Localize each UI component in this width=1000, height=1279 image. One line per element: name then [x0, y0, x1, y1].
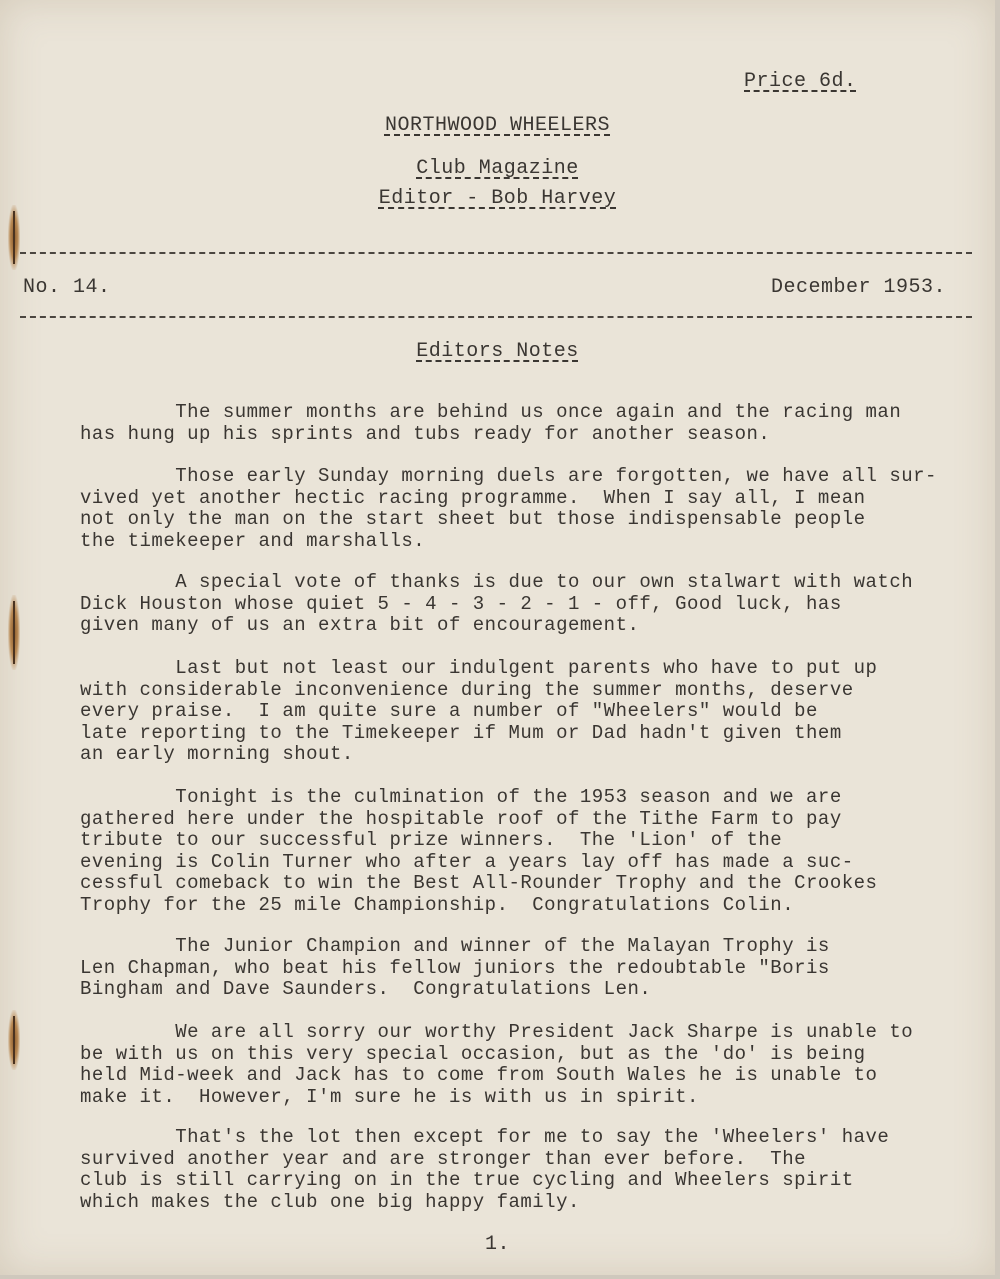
club-name-title: NORTHWOOD WHEELERS: [384, 114, 611, 137]
divider-top: [20, 252, 972, 254]
paragraph-1: The summer months are behind us once again and the racing man has hung up his sprints and tubs ready for another season.: [80, 401, 902, 445]
paragraph-4: Last but not least our indulgent parents who have to put up with considerable inconvenience during the summer months, deserve every praise. I am quite sure a number of "Wheelers" would be late reporting to the Timekeeper if Mum or Dad hadn't given them an early morning shout.: [80, 657, 878, 765]
magazine-subtitle: Club Magazine: [416, 157, 579, 180]
paragraph-6: The Junior Champion and winner of the Malayan Trophy is Len Chapman, who beat his fellow juniors the redoubtable "Boris Bingham and Dave Saunders. Congratulations Len.: [80, 935, 830, 1000]
editor-line: Editor - Bob Harvey: [378, 187, 617, 210]
price-label: Price 6d.: [744, 70, 857, 93]
paragraph-5: Tonight is the culmination of the 1953 season and we are gathered here under the hospitable roof of the Tithe Farm to pay tribute to our successful prize winners. The 'Lion' of the evening is Colin Turner who after a years lay off has made a suc- cessful comeback to win the Best All-Rounder Trophy and the Crookes Trophy for the 25 mile Championship. Congratulations Colin.: [80, 786, 878, 916]
issue-date: December 1953.: [771, 276, 947, 299]
paragraph-3: A special vote of thanks is due to our own stalwart with watch Dick Houston whose quiet 5 - 4 - 3 - 2 - 1 - off, Good luck, has given many of us an extra bit of encouragement.: [80, 571, 914, 636]
divider-bottom: [20, 316, 972, 318]
paragraph-2: Those early Sunday morning duels are forgotten, we have all sur- vived yet another hectic racing programme. When I say all, I mean not only the man on the start sheet but those indispensable people the timekeeper and marshalls.: [80, 465, 937, 552]
staple-bottom: [8, 1010, 20, 1070]
paragraph-8: That's the lot then except for me to say the 'Wheelers' have survived another year and are stronger than ever before. The club is still carrying on in the true cycling and Wheelers spirit which makes the club one big happy family.: [80, 1126, 890, 1213]
paragraph-7: We are all sorry our worthy President Jack Sharpe is unable to be with us on this very special occasion, but as the 'do' is being held Mid-week and Jack has to come from South Wales he is unable to make it. However, I'm sure he is with us in spirit.: [80, 1021, 914, 1108]
page-number: 1.: [484, 1233, 510, 1256]
editors-notes-heading: Editors Notes: [416, 340, 579, 363]
staple-top: [8, 205, 20, 270]
issue-number: No. 14.: [23, 276, 111, 299]
staple-middle: [8, 595, 20, 670]
